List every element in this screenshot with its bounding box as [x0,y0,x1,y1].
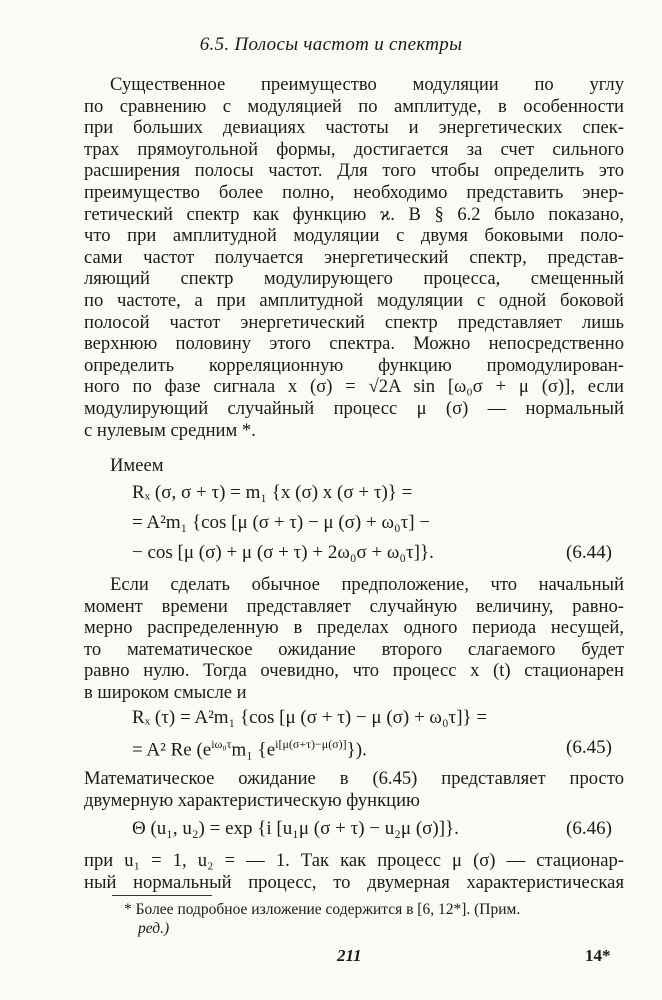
text-line: то математическое ожидание второго слагаемого будет [84,638,624,660]
paragraph-1 [84,74,624,441]
text-line: равно нулю. Тогда очевидно, что процесс x (t) стационарен [84,660,624,682]
text-line: при больших девиациях частоты и энергетических спек- [84,117,624,139]
footnote-line: * Более подробное изложение содержится в [6, 12*]. (Прим. [124,901,521,918]
equation-number: (6.46) [566,818,612,839]
text-line: с нулевым средним *. [84,419,256,441]
text-line: расширения полосы частот. Для того чтобы определить это [84,160,624,182]
footnote [84,900,624,938]
equation-6-44-line-3: − cos [μ (σ) + μ (σ + τ) + 2ω₀σ + ω₀τ]}. [132,542,434,563]
eq-superscript: iω₀τ [211,737,232,751]
text-line: ляющий спектр модулирующего процесса, смещенный [84,268,624,290]
equation-6-44-line-2: = A²m₁ {cos [μ (σ + τ) − μ (σ) + ω₀τ] − [132,512,431,533]
paragraph-2 [84,574,624,704]
text-line: верхнюю половину этого спектра. Можно непосредственно [84,333,624,355]
footnote-line: ред.) [138,920,170,937]
eq-superscript: i[μ(σ+τ)−μ(σ)] [275,737,347,751]
text-line: гетический спектр как функцию ϰ. В § 6.2 было показано, [84,203,624,225]
equation-6-45-line-1: Rₓ (τ) = A²m₁ {cos [μ (σ + τ) − μ (σ) + ω₀τ]} = [132,707,488,728]
eq-part: }). [346,739,367,761]
running-header: 6.5. Полосы частот и спектры [199,34,463,55]
text-line: модулирующий случайный процесс μ (σ) — нормальный [84,397,624,419]
page-number: 211 [337,946,362,965]
text-line: Математическое ожидание в (6.45) представляет просто [84,768,624,789]
eq-part: m₁ {e [231,739,276,761]
text-line: момент времени представляет случайную величину, равно- [84,595,624,617]
paragraph-3 [84,768,624,811]
paragraph-4 [84,850,624,893]
text-line: ного по фазе сигнала x (σ) = √2A sin [ω₀σ + μ (σ)], если [84,376,624,398]
lead-in-text: Имеем [110,455,164,476]
text-line: Если сделать обычное предположение, что начальный [110,574,624,595]
text-line: Существенное преимущество модуляции по углу [110,74,624,95]
text-line: что при амплитудной модуляции с двумя боковыми поло- [84,225,624,247]
text-line: трах прямоугольной формы, достигается за счет сильного [84,138,624,160]
text-line: по частоте, а при амплитудной модуляции с одной боковой [84,289,624,311]
text-line: ный нормальный процесс, то двумерная характеристическая [84,871,624,893]
text-line: двумерную характеристическую функцию [84,789,420,811]
eq-part: = A² Re (e [132,739,212,761]
text-line: по сравнению с модуляцией по амплитуде, в особенности [84,95,624,117]
text-line: сами частот получается энергетический спектр, представ- [84,246,624,268]
text-line: определить корреляционную функцию промодулирован- [84,354,624,376]
text-line: при u₁ = 1, u₂ = — 1. Так как процесс μ (σ) — стационар- [84,850,624,871]
text-line: мерно распределенную в пределах одного периода несущей, [84,617,624,639]
equation-6-46: Θ (u₁, u₂) = exp {i [u₁μ (σ + τ) − u₂μ (σ)]}. [132,818,459,839]
equation-6-45-line-2 [132,737,367,761]
equation-number: (6.44) [566,542,612,563]
text-line: полосой частот энергетический спектр представляет лишь [84,311,624,333]
text-line: в широком смысле и [84,681,247,703]
signature-mark: 14* [585,946,611,965]
equation-6-44-line-1: Rₓ (σ, σ + τ) = m₁ {x (σ) x (σ + τ)} = [132,482,413,503]
footnote-divider [112,895,212,896]
equation-number: (6.45) [566,737,612,758]
text-line: преимущество более полно, необходимо представить энер- [84,181,624,203]
